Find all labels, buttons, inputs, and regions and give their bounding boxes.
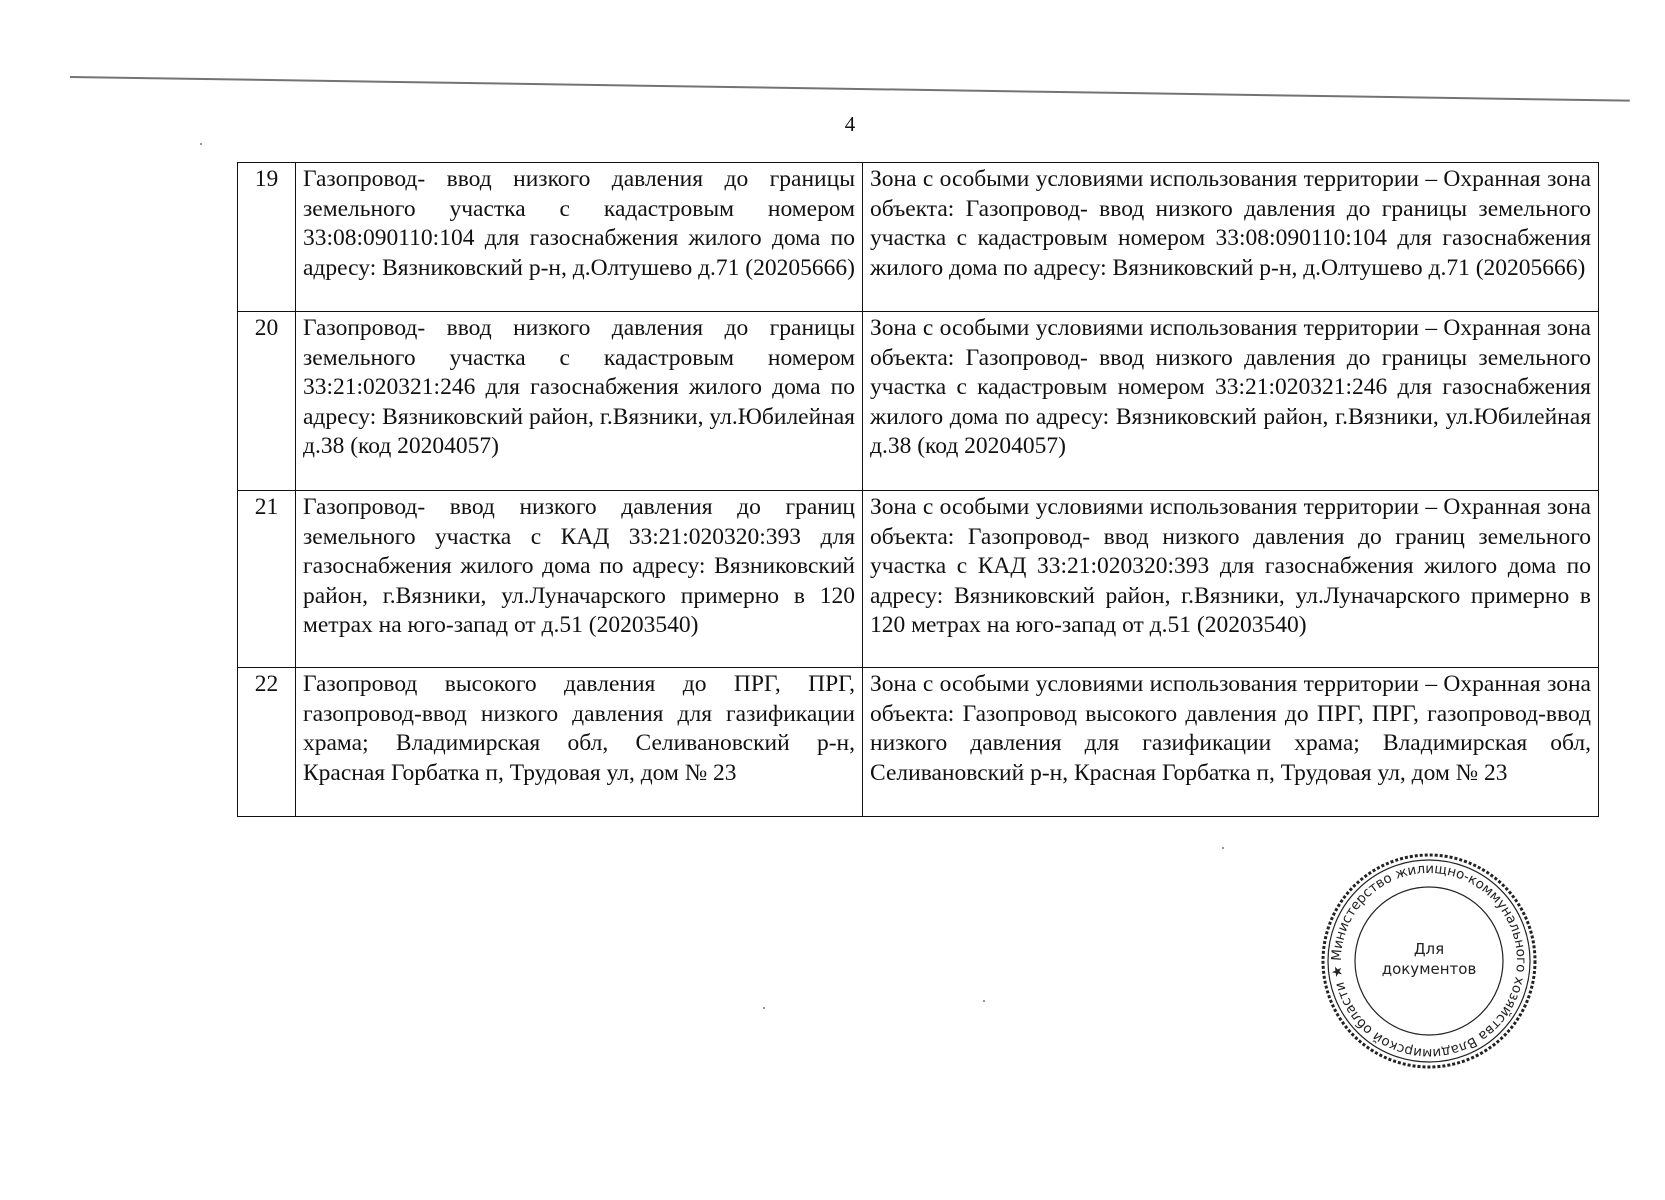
object-description: Газопровод- ввод низкого давления до границ земельного участка с КАД 33:21:020320:393 для газоснабжения жилого дома по адресу: Вязниковский район, г.Вязники, ул.Луначарского примерно в 120 метрах на юго-запад от д.51 (20203540) (296, 491, 863, 668)
table-row (238, 163, 1599, 312)
object-description: Газопровод- ввод низкого давления до границы земельного участка с кадастровым номером 33:21:020321:246 для газоснабжения жилого дома по адресу: Вязниковский район, г.Вязники, ул.Юбилейная д.38 (код 20204057) (296, 312, 863, 491)
row-number: 22 (238, 668, 296, 817)
object-description: Газопровод- ввод низкого давления до границы земельного участка с кадастровым номером 33:08:090110:104 для газоснабжения жилого дома по адресу: Вязниковский р-н, д.Олтушево д.71 (20205666) (296, 163, 863, 312)
stamp-ring-text: Министерство жилищно-коммунального хозяйства Владимирской области ★ (1328, 860, 1530, 1062)
zone-description: Зона с особыми условиями использования территории – Охранная зона объекта: Газопровод- ввод низкого давления до границы земельного участка с кадастровым номером 33:21:020321:246 для газоснабжения жилого дома по адресу: Вязниковский район, г.Вязники, ул.Юбилейная д.38 (код 20204057) (863, 312, 1599, 491)
table-row (238, 491, 1599, 668)
scan-speck (983, 1000, 985, 1002)
official-stamp (1318, 850, 1540, 1072)
zone-description: Зона с особыми условиями использования территории – Охранная зона объекта: Газопровод высокого давления до ПРГ, ПРГ, газопровод-ввод низкого давления для газификации храма; Владимирская обл, Селивановский р-н, Красная Горбатка п, Трудовая ул, дом № 23 (863, 668, 1599, 817)
page-number: 4 (844, 112, 856, 136)
zone-description: Зона с особыми условиями использования территории – Охранная зона объекта: Газопровод- ввод низкого давления до границ земельного участка с КАД 33:21:020320:393 для газоснабжения жилого дома по адресу: Вязниковский район, г.Вязники, ул.Луначарского примерно в 120 метрах на юго-запад от д.51 (20203540) (863, 491, 1599, 668)
scan-speck (1222, 847, 1224, 849)
stamp-center-line1: Для (1413, 940, 1445, 958)
table-row (238, 312, 1599, 491)
object-description: Газопровод высокого давления до ПРГ, ПРГ, газопровод-ввод низкого давления для газификации храма; Владимирская обл, Селивановский р-н, Красная Горбатка п, Трудовая ул, дом № 23 (296, 668, 863, 817)
row-number: 21 (238, 491, 296, 668)
scan-speck (763, 1007, 765, 1009)
scan-speck (200, 143, 202, 145)
zone-description: Зона с особыми условиями использования территории – Охранная зона объекта: Газопровод- ввод низкого давления до границы земельного участка с кадастровым номером 33:08:090110:104 для газоснабжения жилого дома по адресу: Вязниковский р-н, д.Олтушево д.71 (20205666) (863, 163, 1599, 312)
row-number: 19 (238, 163, 296, 312)
stamp-center-line2: документов (1381, 960, 1477, 978)
table-row (238, 668, 1599, 817)
scan-border-line (70, 76, 1630, 102)
row-number: 20 (238, 312, 296, 491)
zones-table (237, 162, 1599, 817)
